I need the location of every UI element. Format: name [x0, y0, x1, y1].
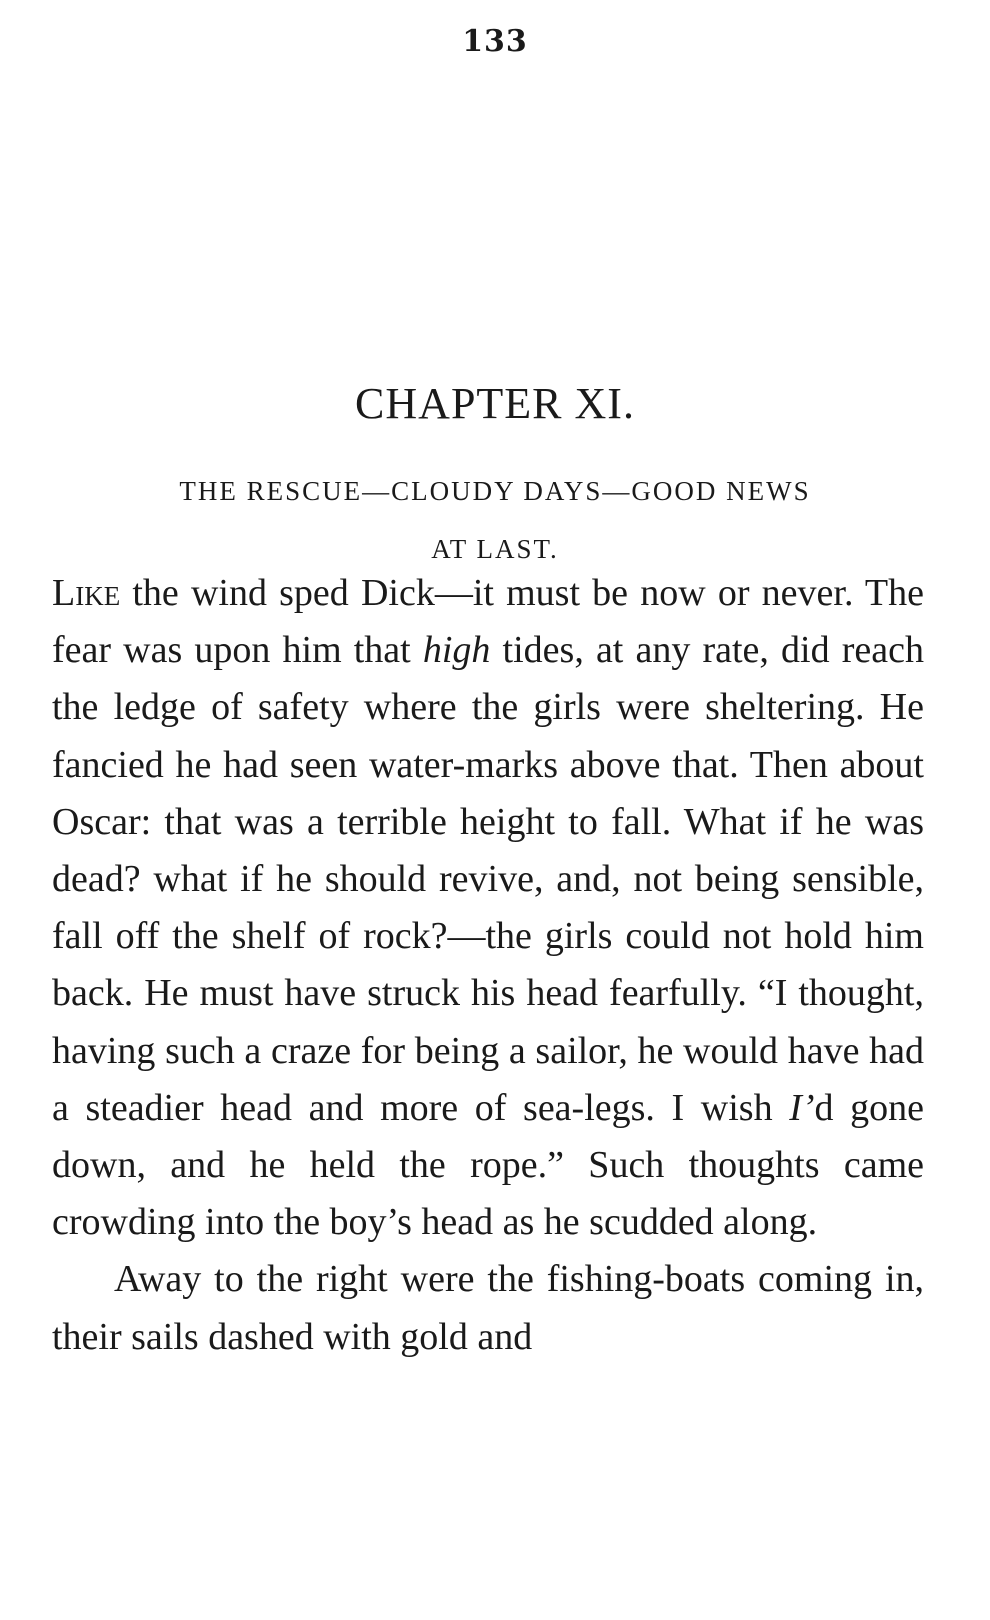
chapter-subtitle-line-2: AT LAST. [431, 534, 559, 564]
paragraph-1-italic-2: I’ [789, 1086, 815, 1129]
chapter-title: CHAPTER XI. [355, 379, 635, 428]
chapter-subtitle-line-1: THE RESCUE—CLOUDY DAYS—GOOD NEWS [179, 476, 811, 506]
paragraph-1-part-3: d gone down, and he held the rope.” Such thoughts came crowding into the boy’s head as he scudded along. [52, 1086, 924, 1244]
paragraph-1-italic-1: high [422, 629, 491, 672]
page-number: 133 [462, 24, 528, 59]
paragraph-1-lead-word: Like [52, 572, 121, 614]
chapter-subtitle [60, 462, 930, 578]
paragraph-1-part-1: the wind sped Dick—it must be now or never. The fear was upon him that [52, 572, 924, 672]
body-text [52, 565, 924, 1366]
paragraph-1 [52, 565, 924, 1251]
paragraph-2: Away to the right were the fishing-boats coming in, their sails dashed with gold and [52, 1258, 924, 1358]
paragraph-1-part-2: tides, at any rate, did reach the ledge of safety where the girls were sheltering. He fancied he had seen water-marks above that. Then about Oscar: that was a terrible height to fall. What if he was dead? what if he should revive, and, not being sensible, fall off the shelf of rock?—the girls could not hold him back. He must have struck his head fearfully. “I thought, having such a craze for being a sailor, he would have had a steadier head and more of sea-legs. I wish [52, 629, 924, 1129]
